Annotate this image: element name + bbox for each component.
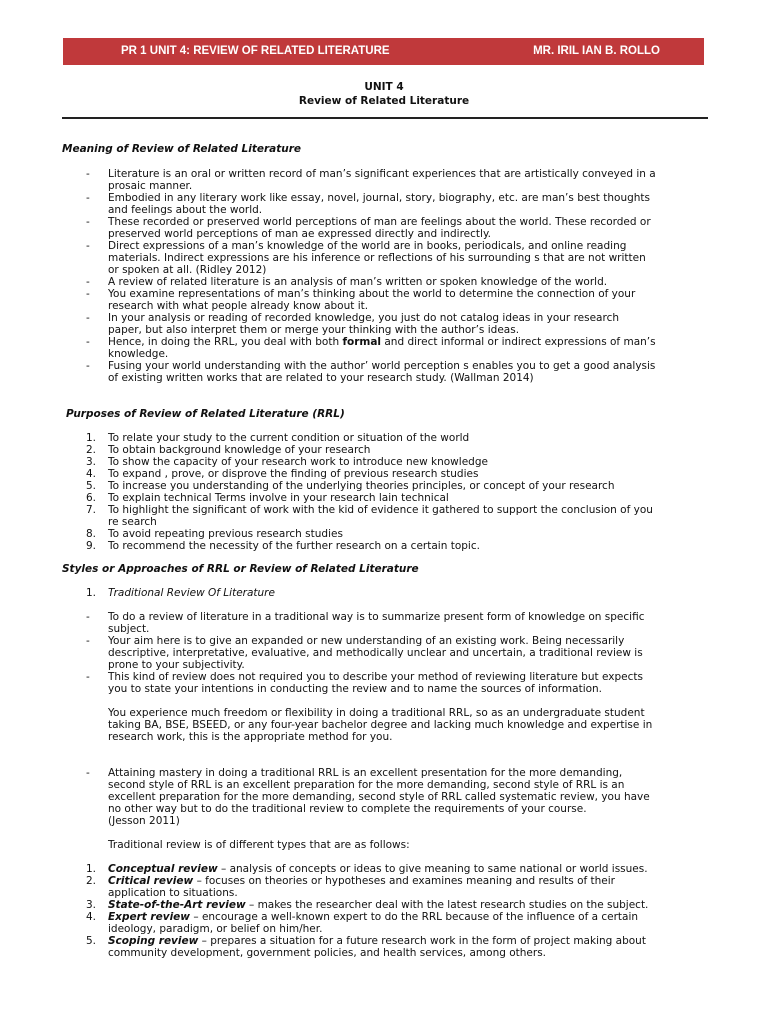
text-line: or spoken at all. (Ridley 2012)	[108, 264, 267, 276]
text-line: prone to your subjectivity.	[108, 659, 245, 671]
text-run: – analysis of concepts or ideas to give meaning to same national or world issues.	[217, 863, 648, 875]
text-line: community development, government policies, and health services, among others.	[108, 947, 547, 959]
unit-title: Review of Related Literature	[298, 95, 470, 107]
bullet-marker: -	[86, 312, 90, 324]
text-line	[108, 911, 708, 923]
review-type-label: State-of-the-Art review	[108, 899, 246, 911]
review-type-item	[86, 863, 708, 875]
header-author: MR. IRIL IAN B. ROLLO	[533, 45, 660, 57]
numbered-item	[86, 432, 708, 444]
text-line	[108, 875, 708, 887]
review-type-label: Conceptual review	[108, 863, 218, 875]
numbered-item	[86, 444, 708, 456]
numbered-item	[86, 480, 708, 492]
list-item	[86, 168, 708, 192]
bullet-marker: -	[86, 168, 90, 180]
numbered-item	[86, 468, 708, 480]
purposes-list	[86, 432, 708, 552]
number-marker: 5.	[86, 935, 97, 947]
list-item	[86, 671, 708, 695]
number-marker: 3.	[86, 899, 97, 911]
text-line: materials. Indirect expressions are his inference or reflections of his surrounding s that are not written	[108, 252, 646, 264]
bullet-marker: 7.	[86, 504, 97, 516]
list-item	[86, 240, 708, 276]
spacer	[86, 827, 708, 839]
bullet-marker: -	[86, 288, 90, 300]
styles-heading: Styles or Approaches of RRL or Review of Related Literature	[62, 563, 419, 575]
styles-block	[86, 587, 708, 959]
review-type-item	[86, 899, 708, 911]
meaning-heading: Meaning of Review of Related Literature	[62, 143, 302, 155]
text-line: research work, this is the appropriate method for you.	[108, 731, 393, 743]
review-type-item	[86, 875, 708, 899]
bullet-marker: 1.	[86, 432, 97, 444]
text-line	[108, 863, 708, 875]
bullet-marker: -	[86, 671, 90, 683]
title-divider	[62, 117, 708, 119]
text-line: no other way but to do the traditional review to complete the requirements of your course.	[108, 803, 587, 815]
numbered-item	[86, 456, 708, 468]
list-item	[86, 611, 708, 635]
spacer	[86, 851, 708, 863]
numbered-item	[86, 528, 708, 540]
bullet-marker: -	[86, 336, 90, 348]
list-item	[86, 635, 708, 671]
bullet-marker: -	[86, 216, 90, 228]
text-line: Attaining mastery in doing a traditional RRL is an excellent presentation for the more demanding,	[108, 767, 623, 779]
list-item	[86, 288, 708, 312]
bullet-marker: -	[86, 611, 90, 623]
text-line: To expand , prove, or disprove the finding of previous research studies	[108, 468, 479, 480]
text-line: re search	[108, 516, 157, 528]
page-title	[0, 80, 768, 108]
text-line: In your analysis or reading of recorded knowledge, you just do not catalog ideas in your research	[108, 312, 619, 324]
text-line	[108, 935, 708, 947]
numbered-item	[86, 540, 708, 552]
text-line: descriptive, interpretative, evaluative, and methodically unclear and uncertain, a traditional review is	[108, 647, 643, 659]
text-line	[108, 899, 708, 911]
bullet-marker: -	[86, 276, 90, 288]
text-line: A review of related literature is an analysis of man’s written or spoken knowledge of the world.	[108, 276, 608, 288]
text-line: paper, but also interpret them or merge your thinking with the author’s ideas.	[108, 324, 520, 336]
text-line	[108, 336, 708, 348]
text-line: prosaic manner.	[108, 180, 193, 192]
numbered-item	[86, 492, 708, 504]
text-run: – focuses on theories or hypotheses and examines meaning and results of their	[193, 875, 615, 887]
bullet-marker: -	[86, 360, 90, 372]
text-line: This kind of review does not required you to describe your method of reviewing literature but expects	[108, 671, 643, 683]
unit-label: UNIT 4	[364, 81, 404, 93]
text-line: To relate your study to the current condition or situation of the world	[108, 432, 470, 444]
list-item	[86, 312, 708, 336]
list-item	[86, 360, 708, 384]
spacer	[86, 755, 708, 767]
text-line: You experience much freedom or flexibility in doing a traditional RRL, so as an undergraduate student	[108, 707, 645, 719]
text-line: research with what people already know about it.	[108, 300, 369, 312]
text-line: ideology, paradigm, or belief on him/her.	[108, 923, 323, 935]
bullet-marker: 5.	[86, 480, 97, 492]
text-line: you to state your intentions in conducting the review and to name the sources of information.	[108, 683, 603, 695]
number-marker: 4.	[86, 911, 97, 923]
list-item	[86, 276, 708, 288]
review-type-item	[86, 911, 708, 935]
number-marker: 2.	[86, 875, 97, 887]
text-line: These recorded or preserved world perceptions of man are feelings about the world. These recorded or	[108, 216, 651, 228]
text-line: excellent preparation for the more demanding, second style of RRL called systematic review, you have	[108, 791, 650, 803]
meaning-list	[86, 168, 708, 384]
text-line: To highlight the significant of work with the kid of evidence it gathered to support the conclusion of you	[108, 504, 653, 516]
review-type-label: Scoping review	[108, 935, 199, 947]
bullet-marker: 2.	[86, 444, 97, 456]
text-line: To increase you understanding of the underlying theories principles, or concept of your research	[108, 480, 615, 492]
text-line: To obtain background knowledge of your research	[108, 444, 371, 456]
text-line: Literature is an oral or written record of man’s significant experiences that are artistically conveyed in a	[108, 168, 656, 180]
spacer	[86, 695, 708, 707]
text-line: taking BA, BSE, BSEED, or any four-year bachelor degree and lacking much knowledge and expertise in	[108, 719, 653, 731]
spacer	[86, 599, 708, 611]
text-line: application to situations.	[108, 887, 238, 899]
text-line: preserved world perceptions of man ae expressed directly and indirectly.	[108, 228, 492, 240]
text-line: To explain technical Terms involve in your research lain technical	[108, 492, 449, 504]
bullet-marker: 6.	[86, 492, 97, 504]
review-type-label: Expert review	[108, 911, 191, 923]
text-line: (Jesson 2011)	[108, 815, 180, 827]
text-run: Hence, in doing the RRL, you deal with both	[108, 336, 343, 348]
review-type-label: Critical review	[108, 875, 194, 887]
purposes-heading: Purposes of Review of Related Literature (RRL)	[66, 408, 345, 420]
bullet-marker: -	[86, 192, 90, 204]
text-run: – prepares a situation for a future research work in the form of project making about	[198, 935, 646, 947]
text-line: Your aim here is to give an expanded or new understanding of an existing work. Being necessarily	[108, 635, 625, 647]
text-line: Embodied in any literary work like essay, novel, journal, story, biography, etc. are man’s best thoughts	[108, 192, 651, 204]
text-line: You examine representations of man’s thinking about the world to determine the connection of your	[108, 288, 636, 300]
text-line: second style of RRL is an excellent preparation for the more demanding, second style of RRL is an	[108, 779, 625, 791]
text-line: of existing written works that are related to your research study. (Wallman 2014)	[108, 372, 534, 384]
number-marker: 1.	[86, 587, 97, 599]
text-line: and feelings about the world.	[108, 204, 263, 216]
types-intro: Traditional review is of different types that are as follows:	[108, 839, 410, 851]
text-line: Direct expressions of a man’s knowledge of the world are in books, periodicals, and online reading	[108, 240, 627, 252]
bullet-marker: -	[86, 240, 90, 252]
text-run: – makes the researcher deal with the latest research studies on the subject.	[245, 899, 649, 911]
text-line: Fusing your world understanding with the author’ world perception s enables you to get a good analysis	[108, 360, 656, 372]
spacer	[86, 743, 708, 755]
header-band	[63, 38, 704, 65]
bullet-marker: -	[86, 767, 90, 779]
list-item	[86, 216, 708, 240]
text-line: To avoid repeating previous research studies	[108, 528, 343, 540]
bullet-marker: 8.	[86, 528, 97, 540]
text-line: To show the capacity of your research work to introduce new knowledge	[108, 456, 488, 468]
list-item	[86, 192, 708, 216]
text-line: subject.	[108, 623, 150, 635]
text-run: and direct informal or indirect expressions of man’s	[381, 336, 656, 348]
review-type-item	[86, 935, 708, 959]
paragraph	[86, 707, 708, 743]
bullet-marker: 4.	[86, 468, 97, 480]
bold-term: formal	[342, 336, 382, 348]
text-line: To do a review of literature in a traditional way is to summarize present form of knowledge on specific	[108, 611, 645, 623]
number-marker: 1.	[86, 863, 97, 875]
subsection-label: Traditional Review Of Literature	[108, 587, 275, 599]
subsection-title	[86, 587, 708, 599]
list-item	[86, 767, 708, 827]
text-line: To recommend the necessity of the further research on a certain topic.	[108, 540, 480, 552]
numbered-item	[86, 504, 708, 528]
text-line: knowledge.	[108, 348, 169, 360]
header-course-title: PR 1 UNIT 4: REVIEW OF RELATED LITERATURE	[121, 45, 390, 57]
bullet-marker: 3.	[86, 456, 97, 468]
bullet-marker: -	[86, 635, 90, 647]
bullet-marker: 9.	[86, 540, 97, 552]
list-item	[86, 336, 708, 360]
text-run: – encourage a well-known expert to do the RRL because of the influence of a certain	[190, 911, 639, 923]
